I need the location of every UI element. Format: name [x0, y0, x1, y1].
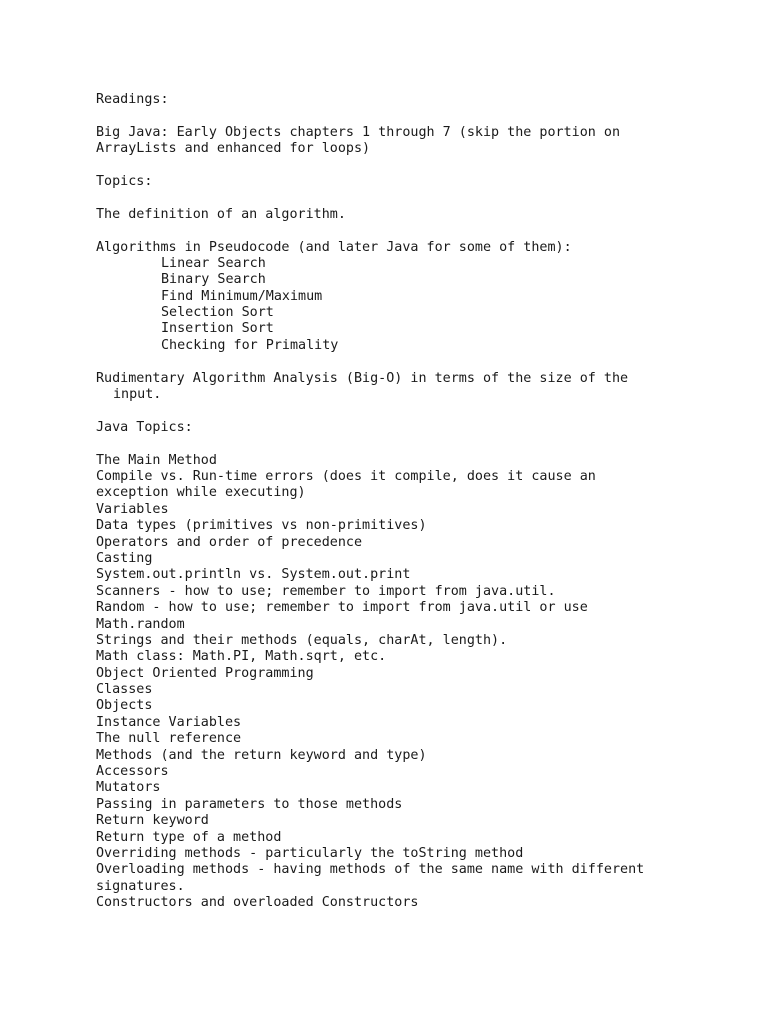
java-topic: Operators and order of precedence: [96, 534, 363, 550]
java-topic: Object Oriented Programming: [96, 665, 314, 681]
java-topic: Math class: Math.PI, Math.sqrt, etc.: [96, 649, 387, 665]
pseudocode-item: Insertion Sort: [161, 321, 274, 337]
java-topic: Casting: [96, 550, 153, 566]
java-topics-list: [96, 453, 696, 912]
blank-line: [96, 108, 696, 124]
java-topic: The Main Method: [96, 452, 217, 468]
java-topic: The null reference: [96, 731, 242, 747]
blank-line: [96, 223, 696, 239]
java-topic: Methods (and the return keyword and type): [96, 747, 427, 763]
analysis-line-2: input.: [113, 387, 162, 403]
analysis-line-1: Rudimentary Algorithm Analysis (Big-O) in terms of the size of the: [96, 370, 629, 386]
pseudocode-item: Linear Search: [161, 255, 266, 271]
document-page: [96, 92, 696, 912]
java-topic: Data types (primitives vs non-primitives): [96, 518, 427, 534]
pseudocode-heading: Algorithms in Pseudocode (and later Java for some of them):: [96, 239, 572, 255]
java-topic: Return type of a method: [96, 829, 282, 845]
java-topic: Variables: [96, 501, 169, 517]
pseudocode-item: Checking for Primality: [161, 337, 339, 353]
java-topics-heading: Java Topics:: [96, 419, 193, 435]
pseudocode-item: Selection Sort: [161, 305, 274, 321]
java-topic: Objects: [96, 698, 153, 714]
blank-line: [96, 354, 696, 370]
blank-line: [96, 190, 696, 206]
readings-heading: Readings:: [96, 92, 169, 107]
topics-heading: Topics:: [96, 173, 153, 189]
blank-line: [96, 403, 696, 419]
java-topic: Return keyword: [96, 813, 209, 829]
java-topic: System.out.println vs. System.out.print: [96, 567, 411, 583]
java-topic: Overloading methods - having methods of the same name with different: [96, 862, 645, 878]
readings-line-2: ArrayLists and enhanced for loops): [96, 141, 371, 157]
java-topic: Constructors and overloaded Constructors: [96, 895, 419, 911]
java-topic: Math.random: [96, 616, 185, 632]
java-topic: exception while executing): [96, 485, 306, 501]
java-topic: Passing in parameters to those methods: [96, 796, 403, 812]
java-topic: Strings and their methods (equals, charAt, length).: [96, 632, 508, 648]
java-topic: Random - how to use; remember to import from java.util or use: [96, 600, 588, 616]
blank-line: [96, 436, 696, 452]
blank-line: [96, 158, 696, 174]
java-topic: Compile vs. Run-time errors (does it compile, does it cause an: [96, 468, 596, 484]
java-topic: Mutators: [96, 780, 161, 796]
pseudocode-item: Find Minimum/Maximum: [161, 288, 323, 304]
java-topic: Overriding methods - particularly the toString method: [96, 845, 524, 861]
java-topic: Scanners - how to use; remember to import from java.util.: [96, 583, 556, 599]
java-topic: Instance Variables: [96, 714, 242, 730]
java-topic: Classes: [96, 682, 153, 698]
algorithm-definition: The definition of an algorithm.: [96, 206, 346, 222]
pseudocode-item: Binary Search: [161, 272, 266, 288]
java-topic: Accessors: [96, 764, 169, 780]
java-topic: signatures.: [96, 878, 185, 894]
readings-line-1: Big Java: Early Objects chapters 1 through 7 (skip the portion on: [96, 124, 621, 140]
